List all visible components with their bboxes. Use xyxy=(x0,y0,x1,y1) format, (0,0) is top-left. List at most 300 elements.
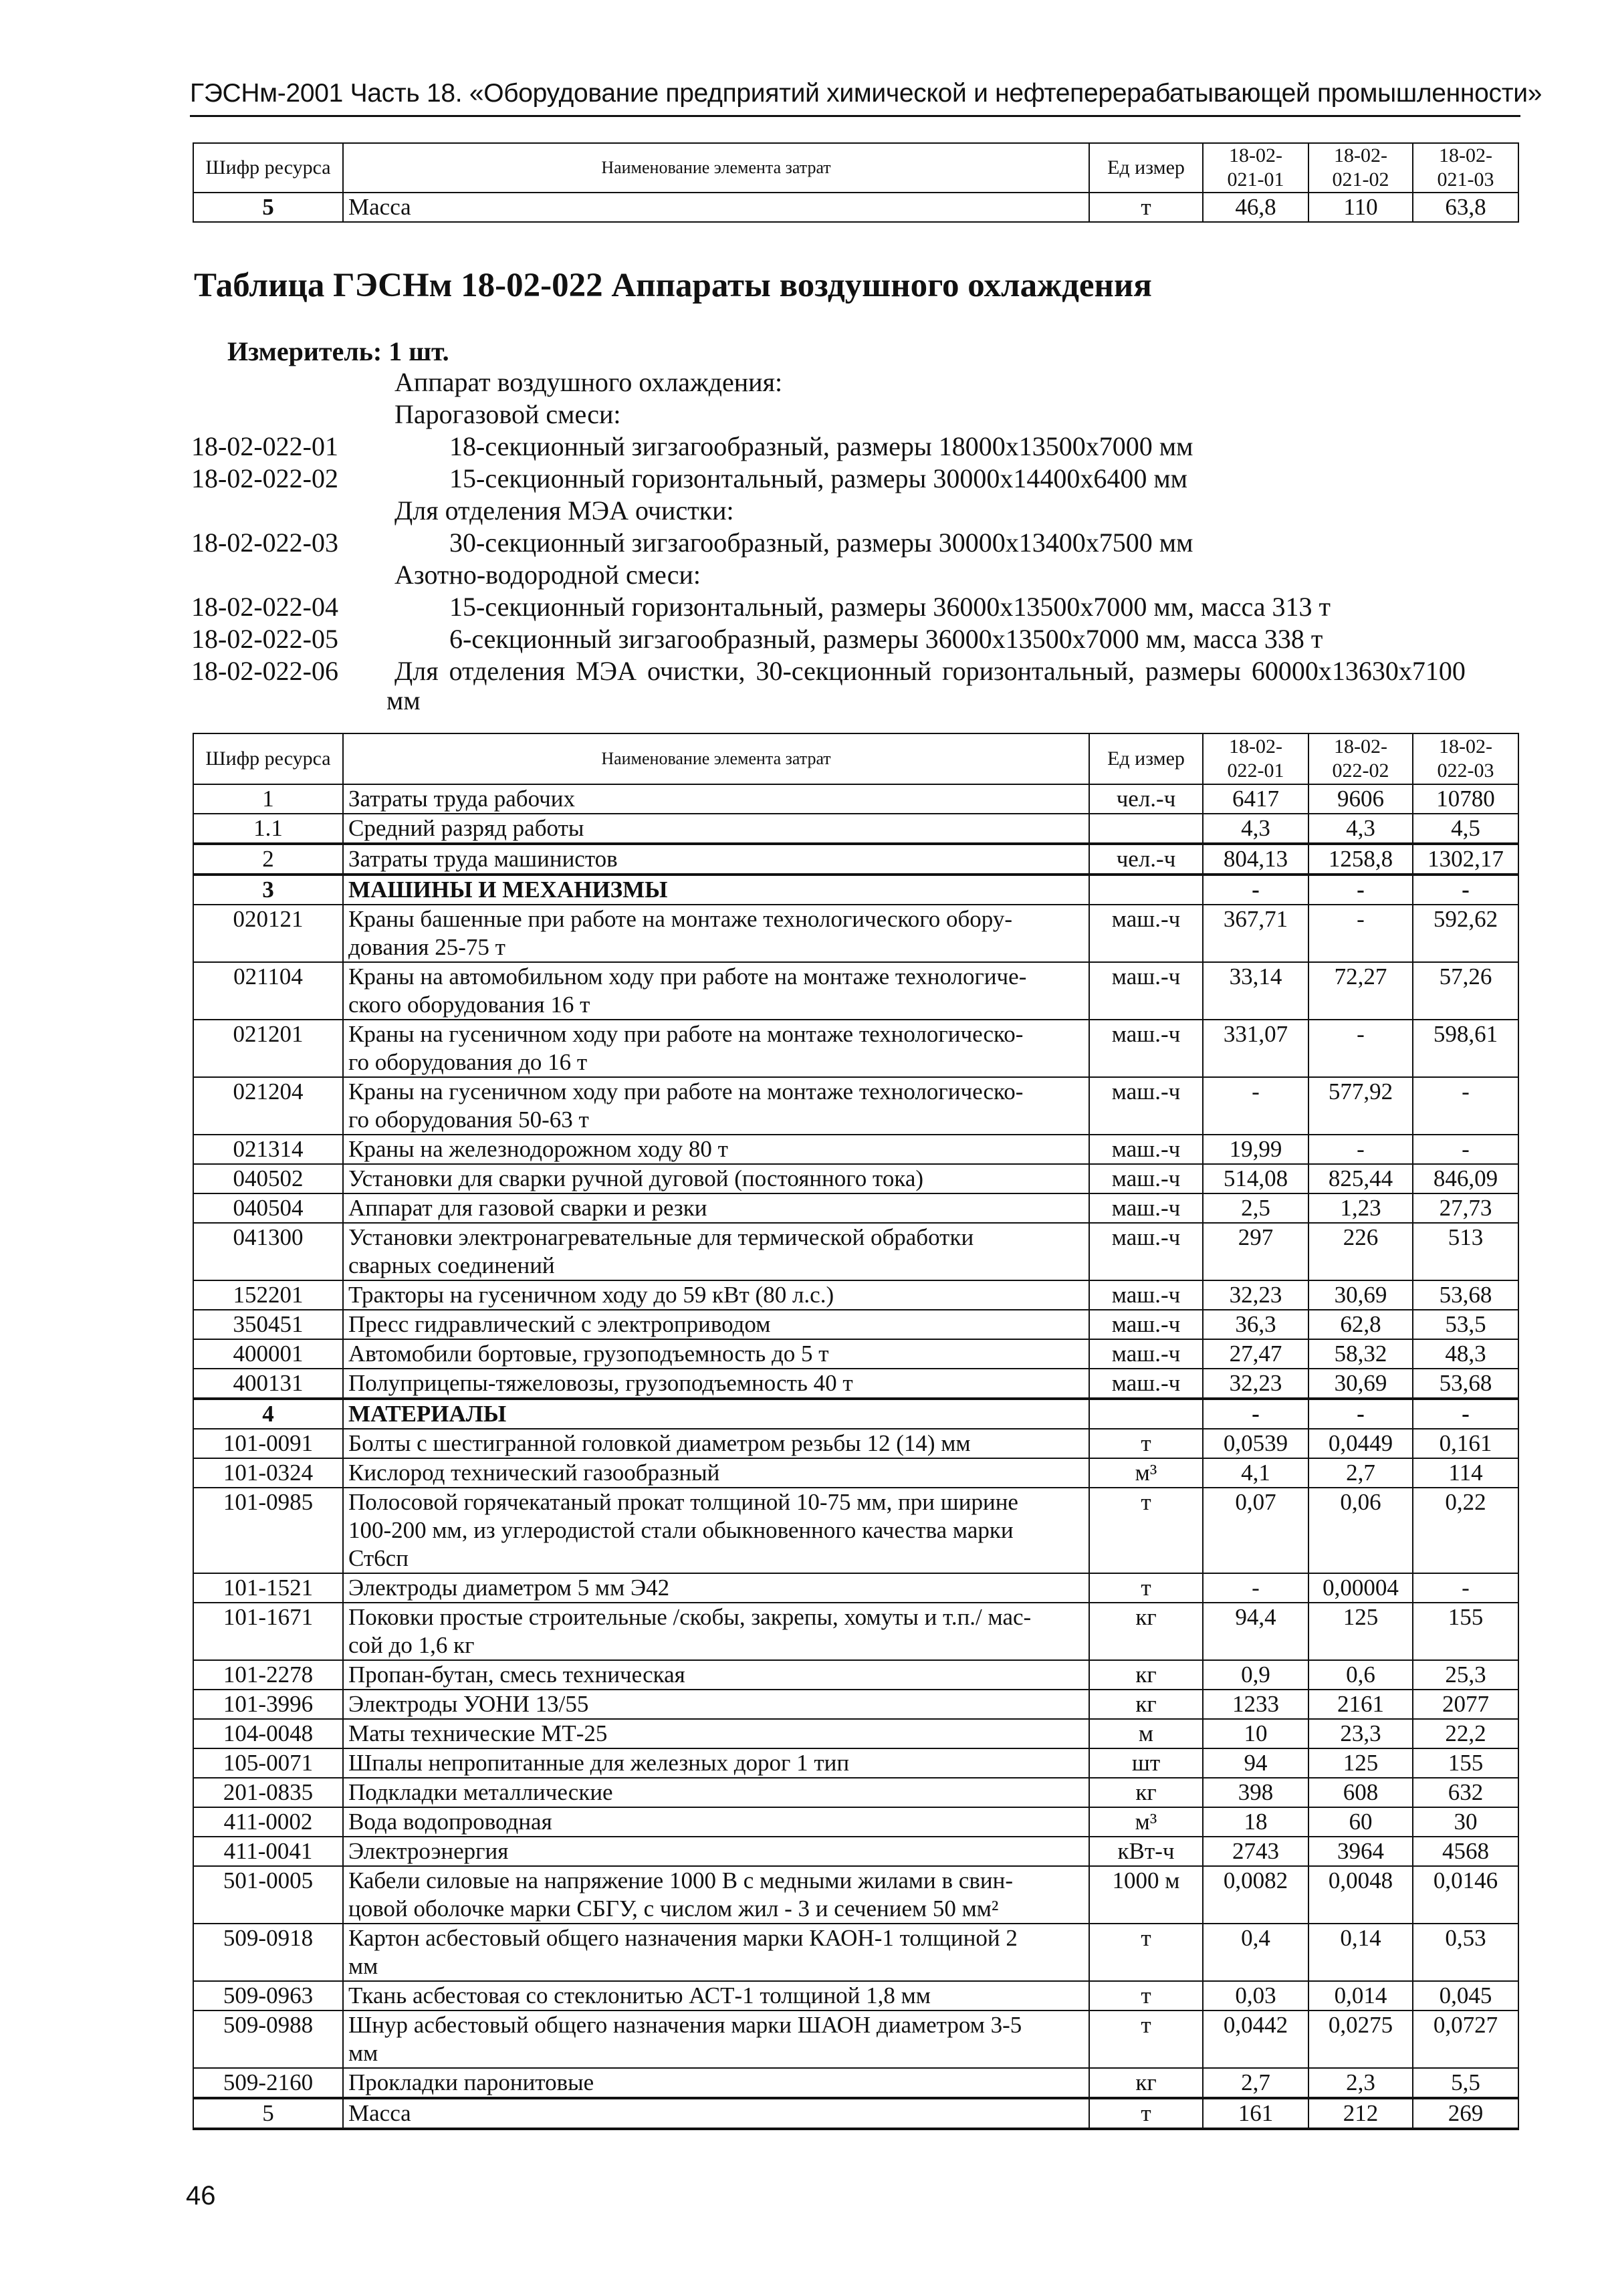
row-value-2: 62,8 xyxy=(1308,1310,1413,1339)
meter xyxy=(227,336,449,367)
row-name-line: МАШИНЫ И МЕХАНИЗМЫ xyxy=(348,877,668,903)
item-text: 6-секционный зигзагообразный, размеры 36000х13500х7000 мм, масса 338 т xyxy=(449,624,1323,654)
table-row xyxy=(193,1429,1518,1458)
row-name-line: мм xyxy=(348,1953,378,1979)
row-code: 020121 xyxy=(193,905,343,962)
row-value-2: 125 xyxy=(1308,1603,1413,1660)
row-code: 400131 xyxy=(193,1369,343,1399)
row-value-3: 57,26 xyxy=(1413,962,1518,1020)
row-name xyxy=(343,1020,1089,1077)
row-name-line: Болты с шестигранной головкой диаметром резьбы 12 (14) мм xyxy=(348,1430,971,1456)
row-value-1: - xyxy=(1203,1573,1308,1603)
header-rule xyxy=(190,115,1520,117)
item-code: 18-02-022-03 xyxy=(191,528,338,558)
row-unit: маш.-ч xyxy=(1089,905,1203,962)
row-value-1: 161 xyxy=(1203,2098,1308,2129)
row-unit: м³ xyxy=(1089,1458,1203,1488)
row-name-line: ского оборудования 16 т xyxy=(348,992,590,1018)
row-name-line: Подкладки металлические xyxy=(348,1779,613,1805)
item-text: 30-секционный зигзагообразный, размеры 30000х13400х7500 мм xyxy=(449,528,1193,558)
row-name-line: Полуприцепы-тяжеловозы, грузоподъемность 40 т xyxy=(348,1370,853,1396)
row-value-2: 72,27 xyxy=(1308,962,1413,1020)
row-name xyxy=(343,962,1089,1020)
table-row xyxy=(193,1280,1518,1310)
row-code: 101-0324 xyxy=(193,1458,343,1488)
item-text: Для отделения МЭА очистки, 30-секционный горизонтальный, размеры 60000х13630х7100 xyxy=(394,656,1466,686)
row-value-3: 0,22 xyxy=(1413,1488,1518,1573)
table-row xyxy=(193,1719,1518,1748)
row-value-2: 577,92 xyxy=(1308,1077,1413,1135)
header-col-2 xyxy=(1308,143,1413,193)
row-code: 411-0041 xyxy=(193,1837,343,1866)
header-col-2-line-2: 021-02 xyxy=(1332,168,1389,191)
table-row xyxy=(193,1193,1518,1223)
row-value-2: 125 xyxy=(1308,1748,1413,1778)
row-value-3: 513 xyxy=(1413,1223,1518,1280)
row-code: 1 xyxy=(193,784,343,814)
row-unit: шт xyxy=(1089,1748,1203,1778)
row-value-1: 33,14 xyxy=(1203,962,1308,1020)
row-value-2: 30,69 xyxy=(1308,1369,1413,1399)
header-col-1-line-1: 18-02- xyxy=(1229,735,1282,758)
row-code: 101-0985 xyxy=(193,1488,343,1573)
row-unit: маш.-ч xyxy=(1089,1310,1203,1339)
row-value-2: 226 xyxy=(1308,1223,1413,1280)
row-name-line: Электроэнергия xyxy=(348,1838,509,1864)
row-name xyxy=(343,1778,1089,1807)
row-value-2: 58,32 xyxy=(1308,1339,1413,1369)
row-code: 350451 xyxy=(193,1310,343,1339)
header-col-1-line-1: 18-02- xyxy=(1229,144,1282,166)
row-code: 2 xyxy=(193,844,343,875)
row-name xyxy=(343,1719,1089,1748)
table-row xyxy=(193,1690,1518,1719)
row-name xyxy=(343,1748,1089,1778)
table-row xyxy=(193,1981,1518,2011)
row-name xyxy=(343,1981,1089,2011)
row-value-1: 36,3 xyxy=(1203,1310,1308,1339)
row-value-1: 4,1 xyxy=(1203,1458,1308,1488)
table-title: Таблица ГЭСНм 18-02-022 Аппараты воздушного охлаждения xyxy=(194,267,1152,304)
row-name-line: Затраты труда машинистов xyxy=(348,846,618,872)
header-name: Наименование элемента затрат xyxy=(343,143,1089,193)
row-value-1: 0,4 xyxy=(1203,1924,1308,1981)
row-name-line: Вода водопроводная xyxy=(348,1809,552,1835)
row-code: 509-0988 xyxy=(193,2011,343,2068)
row-value-3: 48,3 xyxy=(1413,1339,1518,1369)
row-unit: маш.-ч xyxy=(1089,1280,1203,1310)
row-unit: чел.-ч xyxy=(1089,844,1203,875)
row-value-1: 2743 xyxy=(1203,1837,1308,1866)
row-value-1: 2,7 xyxy=(1203,2068,1308,2098)
row-value-3: 4,5 xyxy=(1413,814,1518,844)
row-value-2: 825,44 xyxy=(1308,1164,1413,1193)
row-value-3: 598,61 xyxy=(1413,1020,1518,1077)
row-unit xyxy=(1089,1399,1203,1429)
row-value-1: 804,13 xyxy=(1203,844,1308,875)
row-unit: т xyxy=(1089,2098,1203,2129)
resource-table-body xyxy=(193,784,1518,2129)
row-code: 1.1 xyxy=(193,814,343,844)
item-text: Парогазовой смеси: xyxy=(394,399,621,429)
header-unit: Ед измер xyxy=(1089,143,1203,193)
row-value-2: 608 xyxy=(1308,1778,1413,1807)
row-name xyxy=(343,1924,1089,1981)
row-value-2: 60 xyxy=(1308,1807,1413,1837)
row-name-line: Ст6сп xyxy=(348,1545,409,1571)
row-value-2: 3964 xyxy=(1308,1837,1413,1866)
row-value-1: - xyxy=(1203,875,1308,905)
meter-value: 1 шт. xyxy=(388,336,449,366)
row-value-3: 10780 xyxy=(1413,784,1518,814)
row-unit: маш.-ч xyxy=(1089,1369,1203,1399)
row-name xyxy=(343,1399,1089,1429)
row-code: 101-1521 xyxy=(193,1573,343,1603)
row-code: 411-0002 xyxy=(193,1807,343,1837)
row-code: 041300 xyxy=(193,1223,343,1280)
row-name xyxy=(343,1660,1089,1690)
row-name-line: Кислород технический газообразный xyxy=(348,1460,720,1486)
row-name-line: сварных соединений xyxy=(348,1252,555,1278)
row-value-1: 367,71 xyxy=(1203,905,1308,962)
row-name xyxy=(343,1690,1089,1719)
table-row xyxy=(193,784,1518,814)
row-name: Масса xyxy=(343,193,1089,222)
row-unit: кг xyxy=(1089,2068,1203,2098)
row-name-line: Поковки простые строительные /скобы, закрепы, хомуты и т.п./ мас- xyxy=(348,1604,1032,1630)
header-col-3 xyxy=(1413,733,1518,784)
row-code: 104-0048 xyxy=(193,1719,343,1748)
row-unit: маш.-ч xyxy=(1089,1077,1203,1135)
table-row xyxy=(193,193,1518,222)
row-name xyxy=(343,814,1089,844)
row-value-3: 22,2 xyxy=(1413,1719,1518,1748)
row-code: 400001 xyxy=(193,1339,343,1369)
row-value-3: 63,8 xyxy=(1413,193,1518,222)
resource-table xyxy=(193,733,1519,2130)
row-value-3: 632 xyxy=(1413,1778,1518,1807)
header-code: Шифр ресурса xyxy=(193,733,343,784)
row-value-2: 0,0275 xyxy=(1308,2011,1413,2068)
row-code: 3 xyxy=(193,875,343,905)
row-value-3: 53,68 xyxy=(1413,1280,1518,1310)
row-name xyxy=(343,844,1089,875)
row-name xyxy=(343,1164,1089,1193)
row-value-1: 0,0539 xyxy=(1203,1429,1308,1458)
row-name xyxy=(343,1135,1089,1164)
row-code: 021314 xyxy=(193,1135,343,1164)
row-name xyxy=(343,1573,1089,1603)
row-value-3: - xyxy=(1413,1399,1518,1429)
row-name xyxy=(343,1807,1089,1837)
row-value-2: 9606 xyxy=(1308,784,1413,814)
row-value-3: 846,09 xyxy=(1413,1164,1518,1193)
row-name-line: Краны башенные при работе на монтаже технологического обору- xyxy=(348,906,1012,932)
row-unit: т xyxy=(1089,193,1203,222)
row-name-line: Установки электронагревательные для термической обработки xyxy=(348,1224,974,1250)
row-name xyxy=(343,1429,1089,1458)
table-row xyxy=(193,1748,1518,1778)
row-unit: т xyxy=(1089,1488,1203,1573)
row-code: 101-3996 xyxy=(193,1690,343,1719)
table-row xyxy=(193,1339,1518,1369)
table-row xyxy=(193,1924,1518,1981)
table-row xyxy=(193,1223,1518,1280)
row-name-line: цовой оболочке марки СБГУ, с числом жил - 3 и сечением 50 мм² xyxy=(348,1896,999,1922)
row-unit: м xyxy=(1089,1719,1203,1748)
row-value-3: 53,68 xyxy=(1413,1369,1518,1399)
table-row xyxy=(193,1077,1518,1135)
row-name-line: Автомобили бортовые, грузоподъемность до 5 т xyxy=(348,1341,829,1367)
row-value-1: 0,0082 xyxy=(1203,1866,1308,1924)
header-col-2-line-1: 18-02- xyxy=(1334,144,1387,166)
header-col-1-line-2: 022-01 xyxy=(1227,760,1284,782)
row-code: 021104 xyxy=(193,962,343,1020)
row-name xyxy=(343,2068,1089,2098)
row-code: 021201 xyxy=(193,1020,343,1077)
row-name xyxy=(343,875,1089,905)
row-value-3: 155 xyxy=(1413,1603,1518,1660)
row-name-line: Установки для сварки ручной дуговой (постоянного тока) xyxy=(348,1165,924,1191)
row-value-2: - xyxy=(1308,1020,1413,1077)
row-value-2: - xyxy=(1308,905,1413,962)
row-unit: маш.-ч xyxy=(1089,962,1203,1020)
row-value-1: 398 xyxy=(1203,1778,1308,1807)
row-name-line: Шнур асбестовый общего назначения марки ШАОН диаметром 3-5 xyxy=(348,2012,1022,2038)
header-col-3-line-2: 022-03 xyxy=(1437,760,1494,782)
row-name-line: Аппарат для газовой сварки и резки xyxy=(348,1195,707,1221)
table-row xyxy=(193,814,1518,844)
row-value-3: 0,53 xyxy=(1413,1924,1518,1981)
row-name-line: Краны на автомобильном ходу при работе на монтаже технологиче- xyxy=(348,963,1027,990)
row-unit: чел.-ч xyxy=(1089,784,1203,814)
row-value-1: - xyxy=(1203,1077,1308,1135)
row-value-3: - xyxy=(1413,1573,1518,1603)
row-code: 509-2160 xyxy=(193,2068,343,2098)
row-code: 101-1671 xyxy=(193,1603,343,1660)
row-unit: кг xyxy=(1089,1603,1203,1660)
row-name xyxy=(343,1458,1089,1488)
item-text: Аппарат воздушного охлаждения: xyxy=(394,367,783,397)
header-code: Шифр ресурса xyxy=(193,143,343,193)
row-name-line: Шпалы непропитанные для железных дорог 1 тип xyxy=(348,1750,850,1776)
row-name xyxy=(343,1280,1089,1310)
row-code: 040504 xyxy=(193,1193,343,1223)
table-row xyxy=(193,1866,1518,1924)
row-value-3: 592,62 xyxy=(1413,905,1518,962)
section-row xyxy=(193,875,1518,905)
running-header: ГЭСНм-2001 Часть 18. «Оборудование предприятий химической и нефтеперерабатывающей промышленности» xyxy=(190,79,1542,108)
row-name-line: Краны на железнодорожном ходу 80 т xyxy=(348,1136,728,1162)
row-unit: кВт-ч xyxy=(1089,1837,1203,1866)
row-name xyxy=(343,1369,1089,1399)
row-name xyxy=(343,1077,1089,1135)
row-value-3: 114 xyxy=(1413,1458,1518,1488)
row-unit: маш.-ч xyxy=(1089,1020,1203,1077)
row-value-2: 2,7 xyxy=(1308,1458,1413,1488)
row-value-1: 0,03 xyxy=(1203,1981,1308,2011)
row-value-3: 0,045 xyxy=(1413,1981,1518,2011)
row-value-1: 4,3 xyxy=(1203,814,1308,844)
table-row xyxy=(193,1778,1518,1807)
row-unit: т xyxy=(1089,1573,1203,1603)
row-value-1: 32,23 xyxy=(1203,1280,1308,1310)
row-code: 509-0963 xyxy=(193,1981,343,2011)
row-unit: т xyxy=(1089,1429,1203,1458)
row-name-line: Электроды УОНИ 13/55 xyxy=(348,1691,589,1717)
row-value-3: - xyxy=(1413,1077,1518,1135)
table-row xyxy=(193,2098,1518,2129)
row-value-2: - xyxy=(1308,1399,1413,1429)
row-value-3: 155 xyxy=(1413,1748,1518,1778)
row-value-1: 1233 xyxy=(1203,1690,1308,1719)
row-name-line: Средний разряд работы xyxy=(348,815,584,841)
row-name-line: го оборудования до 16 т xyxy=(348,1049,588,1075)
row-value-1: 0,9 xyxy=(1203,1660,1308,1690)
row-value-1: 94,4 xyxy=(1203,1603,1308,1660)
header-col-3-line-2: 021-03 xyxy=(1437,168,1494,191)
header-col-1 xyxy=(1203,143,1308,193)
row-unit: т xyxy=(1089,2011,1203,2068)
table-row xyxy=(193,1135,1518,1164)
row-value-1: 514,08 xyxy=(1203,1164,1308,1193)
row-unit: кг xyxy=(1089,1690,1203,1719)
row-name xyxy=(343,1488,1089,1573)
row-value-3: 53,5 xyxy=(1413,1310,1518,1339)
row-unit: маш.-ч xyxy=(1089,1223,1203,1280)
row-name xyxy=(343,1603,1089,1660)
row-value-1: 331,07 xyxy=(1203,1020,1308,1077)
row-name-line: дования 25-75 т xyxy=(348,934,505,960)
row-name-line: Тракторы на гусеничном ходу до 59 кВт (80 л.с.) xyxy=(348,1282,834,1308)
row-value-3: 27,73 xyxy=(1413,1193,1518,1223)
row-code: 509-0918 xyxy=(193,1924,343,1981)
row-value-2: 0,14 xyxy=(1308,1924,1413,1981)
row-name-line: Затраты труда рабочих xyxy=(348,786,575,812)
row-value-1: 0,0442 xyxy=(1203,2011,1308,2068)
item-code: 18-02-022-01 xyxy=(191,431,338,461)
row-value-3: 30 xyxy=(1413,1807,1518,1837)
row-name-line: сой до 1,6 кг xyxy=(348,1632,475,1658)
row-name-line: Электроды диаметром 5 мм Э42 xyxy=(348,1575,670,1601)
row-code: 101-2278 xyxy=(193,1660,343,1690)
item-text: 15-секционный горизонтальный, размеры 30000х14400х6400 мм xyxy=(449,463,1187,493)
row-value-2: 2161 xyxy=(1308,1690,1413,1719)
row-name-line: Полосовой горячекатаный прокат толщиной 10-75 мм, при ширине xyxy=(348,1489,1018,1515)
row-value-1: 6417 xyxy=(1203,784,1308,814)
item-text: 18-секционный зигзагообразный, размеры 18000х13500х7000 мм xyxy=(449,431,1193,461)
table-row xyxy=(193,2068,1518,2098)
row-name-line: Краны на гусеничном ходу при работе на монтаже технологическо- xyxy=(348,1078,1024,1105)
row-name xyxy=(343,1223,1089,1280)
item-text: Азотно-водородной смеси: xyxy=(394,560,701,590)
row-unit: 1000 м xyxy=(1089,1866,1203,1924)
item-text-continuation: мм xyxy=(386,685,421,715)
row-code: 021204 xyxy=(193,1077,343,1135)
row-unit xyxy=(1089,875,1203,905)
row-value-2: 4,3 xyxy=(1308,814,1413,844)
row-name-line: мм xyxy=(348,2040,378,2066)
row-value-1: 10 xyxy=(1203,1719,1308,1748)
row-value-1: 297 xyxy=(1203,1223,1308,1280)
header-col-2-line-2: 022-02 xyxy=(1332,760,1389,782)
row-value-2: 0,00004 xyxy=(1308,1573,1413,1603)
item-code: 18-02-022-02 xyxy=(191,463,338,493)
section-row xyxy=(193,1399,1518,1429)
meter-label: Измеритель: xyxy=(227,336,382,366)
row-name xyxy=(343,784,1089,814)
row-value-3: 0,0146 xyxy=(1413,1866,1518,1924)
row-value-2: 0,014 xyxy=(1308,1981,1413,2011)
row-value-1: - xyxy=(1203,1399,1308,1429)
table-row xyxy=(193,1660,1518,1690)
row-name-line: Краны на гусеничном ходу при работе на монтаже технологическо- xyxy=(348,1021,1024,1047)
header-name: Наименование элемента затрат xyxy=(343,733,1089,784)
row-name-line: Картон асбестовый общего назначения марки КАОН-1 толщиной 2 xyxy=(348,1925,1018,1951)
row-value-1: 46,8 xyxy=(1203,193,1308,222)
row-code: 5 xyxy=(193,2098,343,2129)
row-name-line: МАТЕРИАЛЫ xyxy=(348,1401,507,1427)
row-unit: м³ xyxy=(1089,1807,1203,1837)
header-col-1 xyxy=(1203,733,1308,784)
row-unit: т xyxy=(1089,1924,1203,1981)
row-value-3: 25,3 xyxy=(1413,1660,1518,1690)
row-name xyxy=(343,2098,1089,2129)
row-name-line: Пресс гидравлический с электроприводом xyxy=(348,1311,771,1337)
item-code: 18-02-022-04 xyxy=(191,592,338,622)
row-unit xyxy=(1089,814,1203,844)
row-value-2: 1,23 xyxy=(1308,1193,1413,1223)
row-code: 105-0071 xyxy=(193,1748,343,1778)
row-value-2: 110 xyxy=(1308,193,1413,222)
header-col-3-line-1: 18-02- xyxy=(1439,144,1492,166)
table-row xyxy=(193,1369,1518,1399)
table-row xyxy=(193,962,1518,1020)
row-name xyxy=(343,1339,1089,1369)
row-name xyxy=(343,1193,1089,1223)
row-value-3: 0,161 xyxy=(1413,1429,1518,1458)
header-col-2 xyxy=(1308,733,1413,784)
table-row xyxy=(193,1573,1518,1603)
row-name-line: Маты технические МТ-25 xyxy=(348,1720,608,1746)
table-row xyxy=(193,1458,1518,1488)
row-name-line: Прокладки паронитовые xyxy=(348,2069,594,2095)
row-code: 101-0091 xyxy=(193,1429,343,1458)
item-code: 18-02-022-05 xyxy=(191,624,338,654)
row-value-2: 0,0449 xyxy=(1308,1429,1413,1458)
table-row xyxy=(193,1837,1518,1866)
item-text: 15-секционный горизонтальный, размеры 36000х13500х7000 мм, масса 313 т xyxy=(449,592,1331,622)
table-row xyxy=(193,1488,1518,1573)
row-name-line: 100-200 мм, из углеродистой стали обыкновенного качества марки xyxy=(348,1517,1014,1543)
row-value-1: 19,99 xyxy=(1203,1135,1308,1164)
row-code: 4 xyxy=(193,1399,343,1429)
row-code: 501-0005 xyxy=(193,1866,343,1924)
row-value-3: - xyxy=(1413,1135,1518,1164)
row-code: 201-0835 xyxy=(193,1778,343,1807)
page-number: 46 xyxy=(186,2181,216,2210)
row-value-2: 212 xyxy=(1308,2098,1413,2129)
previous-resource-table xyxy=(193,142,1519,223)
table-row xyxy=(193,1310,1518,1339)
header-col-2-line-1: 18-02- xyxy=(1334,735,1387,758)
table-row xyxy=(193,1807,1518,1837)
row-name xyxy=(343,1866,1089,1924)
table-row xyxy=(193,905,1518,962)
row-value-3: - xyxy=(1413,875,1518,905)
row-value-2: 0,6 xyxy=(1308,1660,1413,1690)
table-row xyxy=(193,1164,1518,1193)
